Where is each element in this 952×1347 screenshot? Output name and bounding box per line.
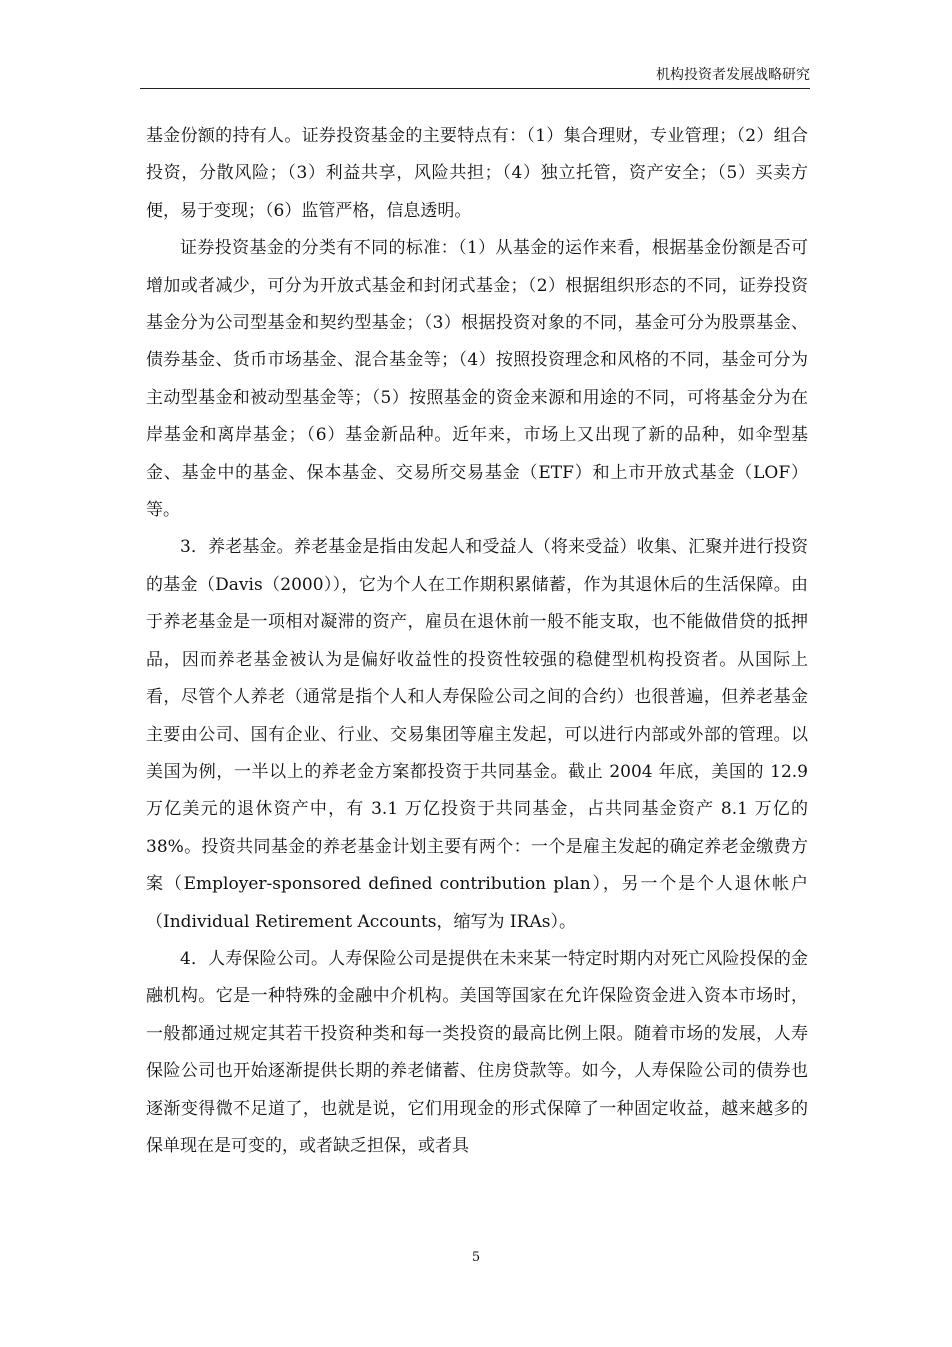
- header-rule: [140, 88, 810, 89]
- page-number: 5: [471, 1250, 481, 1265]
- paragraph-life-insurance: 4．人寿保险公司。人寿保险公司是提供在未来某一特定时期内对死亡风险投保的金融机构。它是一种特殊的金融中介机构。美国等国家在允许保险资金进入资本市场时，一般都通过规定其若干投资种类和每一类投资的最高比例上限。随着市场的发展，人寿保险公司也开始逐渐提供长期的养老储蓄、住房贷款等。如今，人寿保险公司的债券也逐渐变得微不足道了，也就是说，它们用现金的形式保障了一种固定收益，越来越多的保单现在是可变的，或者缺乏担保，或者具: [146, 948, 808, 1156]
- body-text: [146, 118, 808, 1165]
- paragraph-fund-classification: 证券投资基金的分类有不同的标准：（1）从基金的运作来看，根据基金份额是否可增加或者减少，可分为开放式基金和封闭式基金；（2）根据组织形态的不同，证券投资基金分为公司型基金和契约型基金；（3）根据投资对象的不同，基金可分为股票基金、债券基金、货币市场基金、混合基金等；（4）按照投资理念和风格的不同，基金可分为主动型基金和被动型基金等；（5）按照基金的资金来源和用途的不同，可将基金分为在岸基金和离岸基金；（6）基金新品种。近年来，市场上又出现了新的品种，如伞型基金、基金中的基金、保本基金、交易所交易基金（ETF）和上市开放式基金（LOF）等。: [146, 238, 808, 521]
- paragraph-continuation: 基金份额的持有人。证券投资基金的主要特点有：（1）集合理财，专业管理；（2）组合投资，分散风险；（3）利益共享，风险共担；（4）独立托管，资产安全；（5）买卖方便，易于变现；（6）监管严格，信息透明。: [146, 126, 808, 221]
- running-header: 机构投资者发展战略研究: [656, 67, 810, 83]
- paragraph-pension-fund: 3．养老基金。养老基金是指由发起人和受益人（将来受益）收集、汇聚并进行投资的基金（Davis（2000）），它为个人在工作期积累储蓄，作为其退休后的生活保障。由于养老基金是一项相对凝滞的资产，雇员在退休前一般不能支取，也不能做借贷的抵押品，因而养老基金被认为是偏好收益性的投资性较强的稳健型机构投资者。从国际上看，尽管个人养老（通常是指个人和人寿保险公司之间的合约）也很普遍，但养老基金主要由公司、国有企业、行业、交易集团等雇主发起，可以进行内部或外部的管理。以美国为例，一半以上的养老金方案都投资于共同基金。截止 2004 年底，美国的 12.9 万亿美元的退休资产中，有 3.1 万亿投资于共同基金，占共同基金资产 8.1 万亿的 38%。投资共同基金的养老基金计划主要有两个：一个是雇主发起的确定养老金缴费方案（Employer-sponsored defined contribution plan），另一个是个人退休帐户（Individual Retirement Accounts，缩写为 IRAs）。: [146, 537, 808, 932]
